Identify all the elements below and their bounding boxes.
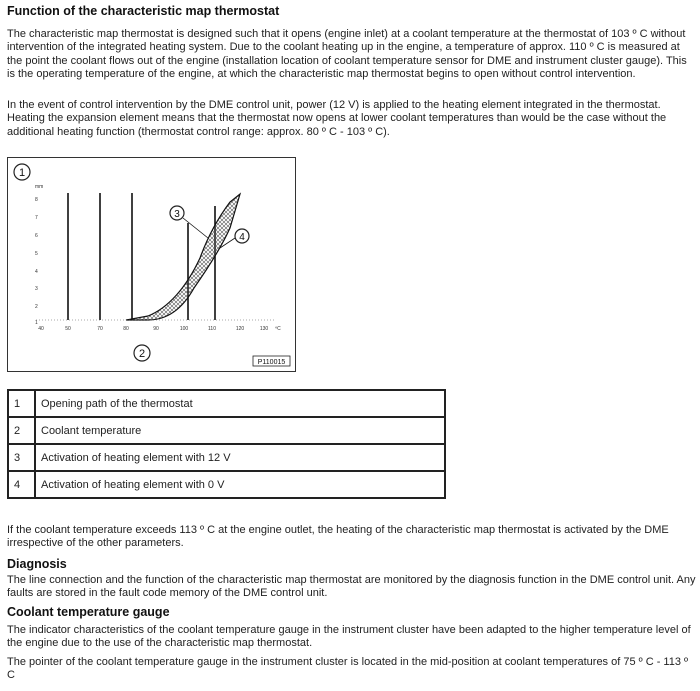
x-tick: 130 [259,326,269,332]
y-axis-unit: mm [35,184,44,190]
table-row [8,471,445,498]
y-tick: 7 [35,215,38,221]
x-axis-unit: ºC [275,326,281,332]
legend-number: 4 [8,471,35,498]
legend-number: 1 [8,390,35,417]
legend-text: Opening path of the thermostat [35,390,445,417]
temperature-gridlines [68,193,215,320]
thermostat-diagram-svg [8,158,295,371]
paragraph-diagnosis: The line connection and the function of the characteristic map thermostat are monitored by the diagnosis function in the DME control unit. Any faults are stored in the fault code memory of the DME control unit. [7,574,696,600]
svg-text:3: 3 [174,209,180,220]
x-tick: 80 [123,326,129,332]
svg-text:4: 4 [239,232,245,243]
heading-diagnosis: Diagnosis [7,557,67,571]
table-row [8,390,445,417]
y-tick: 2 [35,304,38,310]
x-tick: 90 [153,326,159,332]
table-row [8,417,445,444]
y-tick: 1 [35,320,38,326]
paragraph-gauge-pointer: The pointer of the coolant temperature gauge in the instrument cluster is located in the mid-position at coolant temperatures of 75 º C - 113 º C [7,656,689,682]
heading-function: Function of the characteristic map thermostat [7,4,280,18]
paragraph-control-intervention: In the event of control intervention by the DME control unit, power (12 V) is applied to the heating element integrated in the thermostat. Heating the expansion element means that the thermostat now opens at lower coolant temperatures than would be the case without the additional heating function (thermostat control range: approx. 80 º C - 103 º C). [7,99,667,138]
heading-gauge: Coolant temperature gauge [7,605,170,619]
legend-number: 2 [8,417,35,444]
thermostat-diagram [7,157,296,372]
x-tick: 50 [65,326,71,332]
svg-text:2: 2 [138,348,146,360]
y-tick: 6 [35,233,38,239]
svg-text:1: 1 [18,167,26,179]
y-tick: 4 [35,269,38,275]
callout-2 [134,345,150,361]
figure-id-label [253,356,290,366]
y-tick: 3 [35,286,38,292]
callout-1 [14,164,30,180]
x-tick: 70 [97,326,103,332]
paragraph-heating-activation: If the coolant temperature exceeds 113 º C at the engine outlet, the heating of the characteristic map thermostat is activated by the DME irrespective of the other parameters. [7,524,669,550]
callout-3 [170,206,208,238]
table-row [8,444,445,471]
y-axis-ticks [35,197,38,326]
legend-text: Activation of heating element with 12 V [35,444,445,471]
legend-number: 3 [8,444,35,471]
legend-text: Activation of heating element with 0 V [35,471,445,498]
y-tick: 5 [35,251,38,257]
x-tick: 40 [38,326,44,332]
x-tick: 120 [235,326,245,332]
y-tick: 8 [35,197,38,203]
legend-table [7,389,446,499]
x-axis-ticks [38,326,281,332]
x-tick: 100 [179,326,189,332]
legend-text: Coolant temperature [35,417,445,444]
svg-text:P110015: P110015 [257,359,286,366]
x-tick: 110 [208,326,216,332]
paragraph-thermostat-design: The characteristic map thermostat is designed such that it opens (engine inlet) at a coolant temperature at the thermostat of 103 º C without intervention of the integrated heating system. Due to the coolant heating up in the engine, a temperature of approx. 110 º C is measured at the point the coolant flows out of the engine (installation location of coolant temperature sensor for DME and instrument cluster gauge). This is the operating temperature of the engine, at which the characteristic map thermostat begins to open without control intervention. [7,28,687,81]
paragraph-gauge-characteristics: The indicator characteristics of the coolant temperature gauge in the instrument cluster have been adapted to the higher temperature level of the engine due to the use of the characteristic map thermostat. [7,624,691,650]
